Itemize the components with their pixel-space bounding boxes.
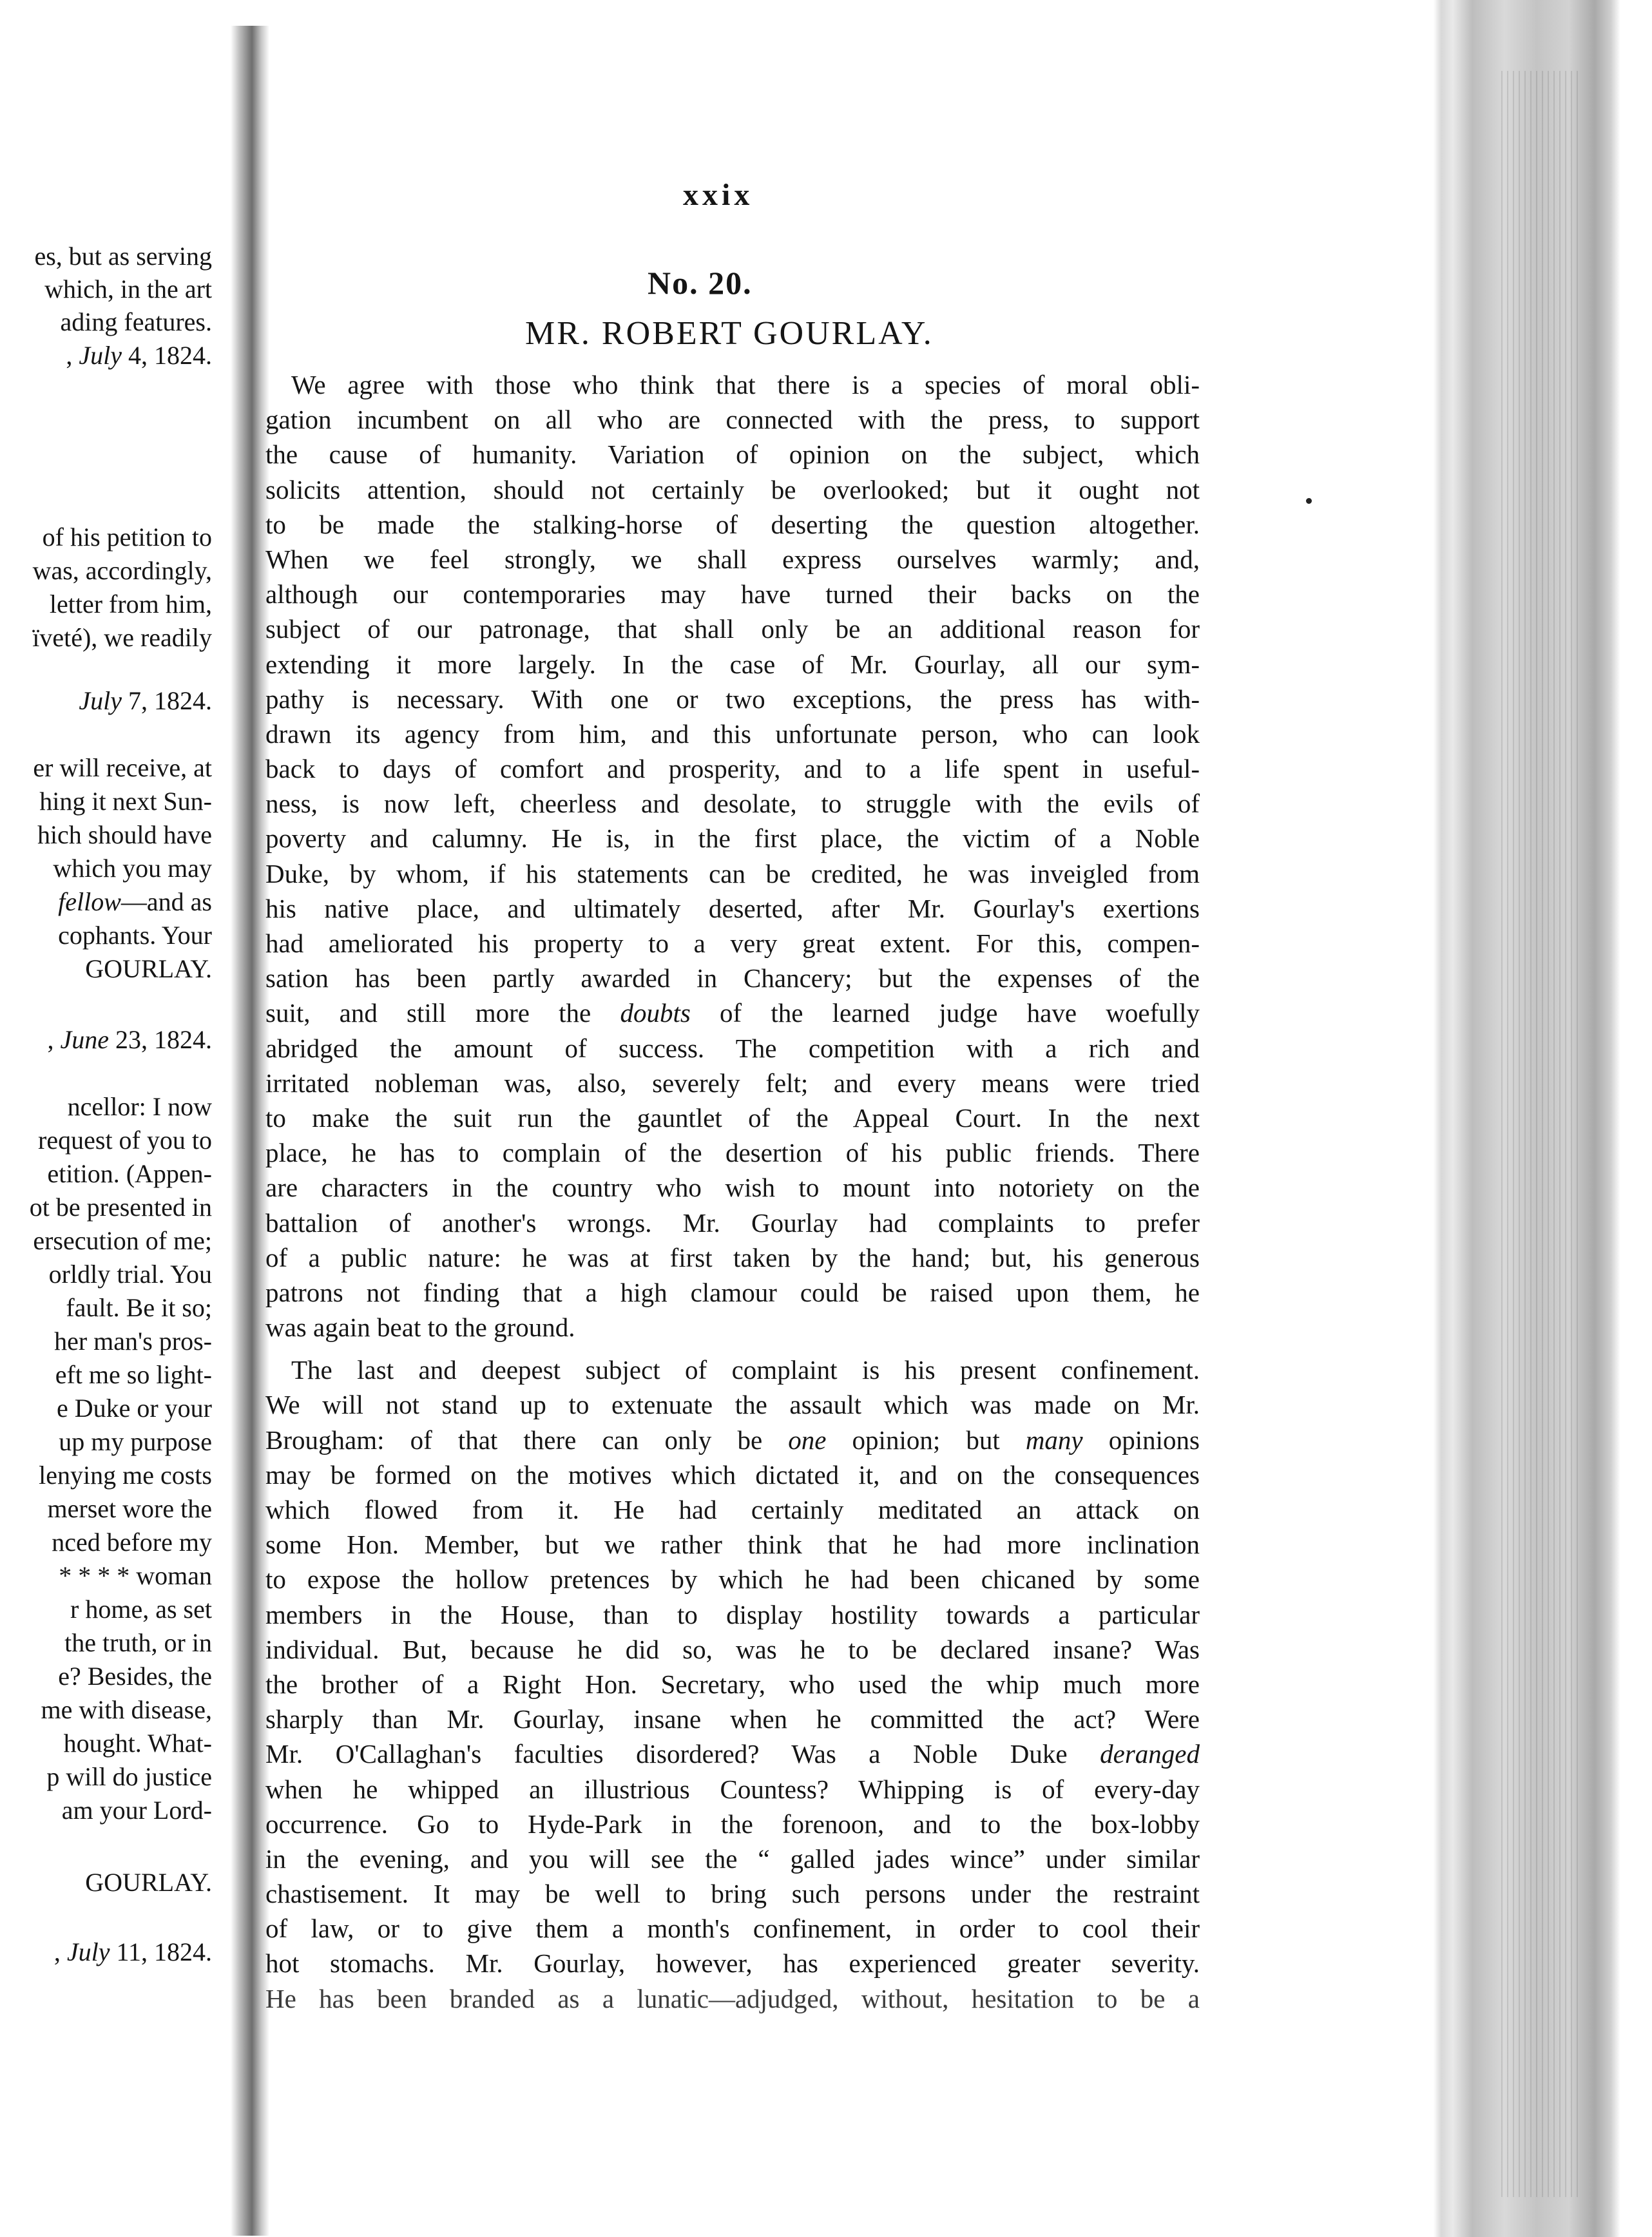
left-line: p will do justice — [46, 1762, 212, 1791]
body-line: chastisement. It may be well to bring such persons under the restraint — [265, 1879, 1200, 1909]
left-line: e Duke or your — [56, 1394, 212, 1423]
article-title: MR. ROBERT GOURLAY. — [525, 315, 934, 352]
left-line: hing it next Sun- — [39, 787, 212, 816]
body-line: the brother of a Right Hon. Secretary, who used the whip much more — [265, 1669, 1200, 1699]
body-line: ness, is now left, cheerless and desolate, to struggle with the evils of — [265, 789, 1200, 819]
left-line: letter from him, — [49, 590, 212, 619]
left-line: etition. (Appen- — [47, 1159, 212, 1188]
body-line: the cause of humanity. Variation of opinion on the subject, which — [265, 439, 1200, 470]
left-line: ersecution of me; — [33, 1226, 212, 1255]
left-dateline: , July 11, 1824. — [53, 1937, 212, 1966]
body-line: irritated nobleman was, also, severely felt; and every means were tried — [265, 1068, 1200, 1098]
left-line: the truth, or in — [64, 1628, 212, 1657]
body-line: his native place, and ultimately deserted, after Mr. Gourlay's exertions — [265, 893, 1200, 923]
article-number: No. 20. — [648, 265, 753, 301]
left-signature: GOURLAY. — [85, 954, 212, 983]
body-line: which flowed from it. He had certainly meditated an attack on — [265, 1495, 1200, 1524]
left-line: eft me so light- — [55, 1360, 212, 1389]
body-line: to expose the hollow pretences by which he had been chicaned by some — [265, 1564, 1200, 1595]
book-gutter — [231, 26, 269, 2236]
body-line: abridged the amount of success. The competition with a rich and — [265, 1033, 1200, 1063]
body-line: Mr. O'Callaghan's faculties disordered? Was a Noble Duke deranged — [265, 1739, 1200, 1769]
left-line: request of you to — [38, 1126, 212, 1155]
left-line: * * * * woman — [59, 1561, 212, 1590]
left-line: nced before my — [52, 1528, 212, 1557]
left-line: ot be presented in — [29, 1193, 212, 1222]
page-number: xxix — [683, 178, 754, 212]
body-line: place, he has to complain of the desertion of his public friends. There — [265, 1138, 1200, 1168]
body-line: sation has been partly awarded in Chancery; but the expenses of the — [265, 963, 1200, 994]
ink-speck — [1306, 498, 1312, 504]
left-line: cophants. Your — [58, 921, 212, 950]
left-line: e? Besides, the — [58, 1662, 212, 1691]
body-line: The last and deepest subject of complaint is his present confinement. — [291, 1355, 1200, 1385]
left-line: me with disease, — [41, 1695, 212, 1724]
body-line: We agree with those who think that there is a species of moral obli- — [291, 370, 1200, 399]
body-line: occurrence. Go to Hyde-Park in the forenoon, and to the box-lobby — [265, 1809, 1200, 1839]
body-line: was again beat to the ground. — [265, 1312, 575, 1343]
body-line: gation incumbent on all who are connected with the press, to support — [265, 405, 1200, 435]
left-line: fault. Be it so; — [66, 1293, 212, 1322]
body-line: battalion of another's wrongs. Mr. Gourlay had complaints to prefer — [265, 1207, 1200, 1238]
left-line: lenying me costs — [39, 1461, 212, 1490]
body-line: When we feel strongly, we shall express ourselves warmly; and, — [265, 544, 1200, 574]
left-line: hich should have — [37, 820, 212, 849]
left-line: es, but as serving — [34, 242, 212, 271]
body-line: some Hon. Member, but we rather think that he had more inclination — [265, 1530, 1200, 1560]
body-line: subject of our patronage, that shall only be an additional reason for — [265, 614, 1200, 644]
left-line: up my purpose — [59, 1427, 212, 1456]
left-line: r home, as set — [70, 1595, 212, 1624]
body-line: of a public nature: he was at first taken by the hand; but, his generous — [265, 1242, 1200, 1272]
body-line: extending it more largely. In the case of Mr. Gourlay, all our sym- — [265, 649, 1200, 679]
body-line: members in the House, than to display hostility towards a particular — [265, 1599, 1200, 1629]
body-line: patrons not finding that a high clamour could be raised upon them, he — [265, 1277, 1200, 1307]
left-facing-page — [0, 0, 229, 2237]
body-line: of law, or to give them a month's confinement, in order to cool their — [265, 1914, 1200, 1944]
left-line: of his petition to — [42, 523, 212, 552]
left-line: hought. What- — [63, 1729, 212, 1758]
body-line: may be formed on the motives which dictated it, and on the consequences — [265, 1459, 1200, 1490]
body-line: drawn its agency from him, and this unfortunate person, who can look — [265, 718, 1200, 749]
left-line: which, in the art — [44, 274, 212, 303]
left-line: her man's pros- — [54, 1327, 212, 1356]
left-dateline: , June 23, 1824. — [47, 1025, 212, 1054]
left-line: am your Lord- — [61, 1796, 212, 1825]
left-signature: GOURLAY. — [85, 1868, 212, 1897]
left-line: merset wore the — [47, 1494, 212, 1523]
left-line: fellow—and as — [58, 887, 212, 916]
body-line: to make the suit run the gauntlet of the Appeal Court. In the next — [265, 1102, 1200, 1133]
body-line: solicits attention, should not certainly be overlooked; but it ought not — [265, 474, 1200, 504]
body-line: are characters in the country who wish to mount into notoriety on the — [265, 1173, 1200, 1203]
body-line: when he whipped an illustrious Countess? Whipping is of every-day — [265, 1774, 1200, 1804]
article-body — [265, 367, 1200, 2016]
body-line: individual. But, because he did so, was he to be declared insane? Was — [265, 1634, 1200, 1664]
left-line: which you may — [53, 854, 212, 883]
body-line: in the evening, and you will see the “ galled jades wince” under similar — [265, 1843, 1200, 1874]
left-line: orldly trial. You — [48, 1260, 212, 1289]
body-line: He has been branded as a lunatic—adjudged, without, hesitation to be a — [265, 1983, 1200, 2013]
body-line: sharply than Mr. Gourlay, insane when he committed the act? Were — [265, 1704, 1200, 1734]
body-line: poverty and calumny. He is, in the first place, the victim of a Noble — [265, 823, 1200, 854]
body-line: although our contemporaries may have turned their backs on the — [265, 579, 1200, 610]
left-line: was, accordingly, — [32, 556, 212, 585]
body-line: to be made the stalking-horse of deserting the question altogether. — [265, 509, 1200, 539]
body-line: Duke, by whom, if his statements can be credited, he was inveigled from — [265, 858, 1200, 888]
body-line: hot stomachs. Mr. Gourlay, however, has experienced greater severity. — [265, 1948, 1200, 1979]
body-line: had ameliorated his property to a very great extent. For this, compen- — [265, 928, 1200, 958]
left-line: July 7, 1824. — [79, 686, 212, 715]
left-line: ncellor: I now — [67, 1092, 212, 1121]
left-line: ading features. — [60, 307, 212, 336]
body-line: Brougham: of that there can only be one opinion; but many opinions — [265, 1425, 1200, 1455]
body-line: suit, and still more the doubts of the learned judge have woefully — [265, 998, 1200, 1028]
left-line: , July 4, 1824. — [66, 341, 212, 370]
body-line: back to days of comfort and prosperity, and to a life spent in useful- — [265, 754, 1200, 784]
body-line: pathy is necessary. With one or two exceptions, the press has with- — [265, 684, 1200, 714]
left-line: ïveté), we readily — [32, 623, 212, 652]
left-line: er will receive, at — [33, 753, 212, 782]
page-block-stripes — [1501, 71, 1579, 2197]
body-line: We will not stand up to extenuate the assault which was made on Mr. — [265, 1390, 1200, 1420]
